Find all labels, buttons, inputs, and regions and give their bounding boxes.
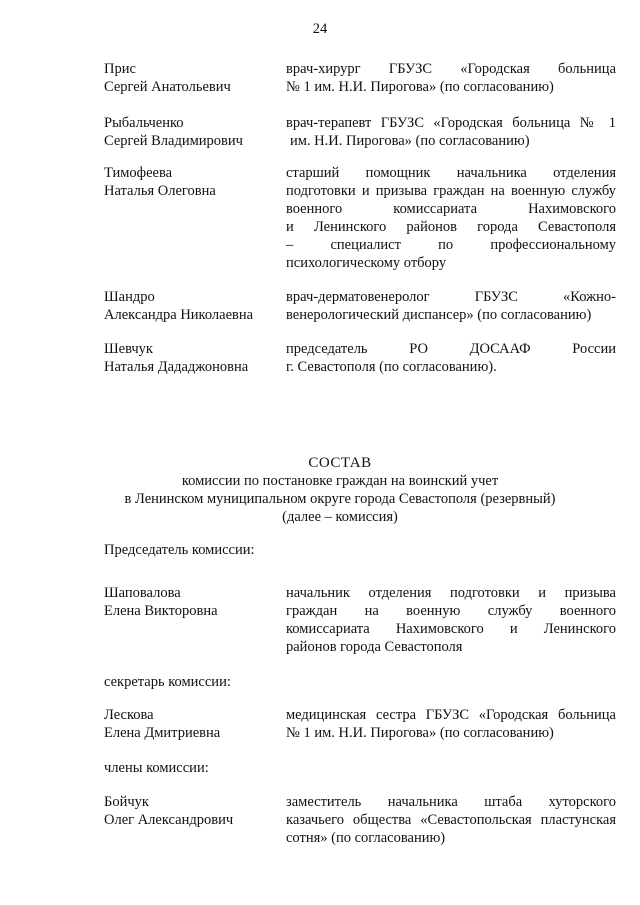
member-name xyxy=(104,793,274,829)
member-position xyxy=(286,60,616,96)
member-given-names: Александра Николаевна xyxy=(104,307,254,323)
member-position-line: врач-дерматовенеролог ГБУЗС «Кожно- xyxy=(286,289,616,305)
secretary-given-names: Елена Дмитриевна xyxy=(104,725,221,741)
title-line: комиссии по постановке граждан на воинский учет xyxy=(181,473,499,489)
member-position-line: – специалист по профессиональному xyxy=(286,237,616,253)
member-position-line: врач-терапевт ГБУЗС «Городская больница № 1 xyxy=(286,115,616,131)
member-name xyxy=(104,114,274,150)
member-given-names: Сергей Владимирович xyxy=(104,133,243,149)
member-given-names: Наталья Олеговна xyxy=(104,183,216,199)
secretary-position-line: № 1 им. Н.И. Пирогова» (по согласованию) xyxy=(286,725,554,741)
member-position-line: старший помощник начальника отделения xyxy=(286,165,616,181)
member-position xyxy=(286,288,616,324)
secretary-position-line: медицинская сестра ГБУЗС «Городская больница xyxy=(286,707,616,723)
chairman-position-line: комиссариата Нахимовского и Ленинского xyxy=(286,621,616,637)
member-position-line: венерологический диспансер» (по согласованию) xyxy=(286,307,592,323)
secretary-position xyxy=(286,706,616,742)
chairman-position-line: граждан на военную службу военного xyxy=(286,603,616,619)
composition-title xyxy=(60,454,620,526)
title-line: (далее – комиссия) xyxy=(282,509,398,525)
member-position-line: г. Севастополя (по согласованию). xyxy=(286,359,497,375)
member-position-line: психологическому отбору xyxy=(286,255,447,271)
members-label: члены комиссии: xyxy=(104,760,209,776)
chairman-name xyxy=(104,584,274,620)
member-position xyxy=(286,164,616,272)
member-position-line: врач-хирург ГБУЗС «Городская больница xyxy=(286,61,616,77)
page-number: 24 xyxy=(312,21,328,37)
title-heading: СОСТАВ xyxy=(308,455,372,471)
member-surname: Тимофеева xyxy=(104,165,173,181)
title-line: в Ленинском муниципальном округе города Севастополя (резервный) xyxy=(124,491,556,507)
member-position xyxy=(286,114,616,150)
chairman-position xyxy=(286,584,616,656)
member-surname: Шандро xyxy=(104,289,155,305)
chairman-surname: Шаповалова xyxy=(104,585,181,601)
member-surname: Рыбальченко xyxy=(104,115,184,131)
member-name xyxy=(104,60,274,96)
member-given-names: Олег Александрович xyxy=(104,812,234,828)
member-position-line: казачьего общества «Севастопольская пластунская xyxy=(286,812,616,828)
member-position-line: им. Н.И. Пирогова» (по согласованию) xyxy=(290,133,530,149)
member-surname: Бойчук xyxy=(104,794,149,810)
member-position xyxy=(286,793,616,847)
member-position-line: председатель РО ДОСААФ России xyxy=(286,341,616,357)
member-position-line: и Ленинского районов города Севастополя xyxy=(286,219,616,235)
member-position-line: заместитель начальника штаба хуторского xyxy=(286,794,616,810)
member-name xyxy=(104,288,274,324)
member-position xyxy=(286,340,616,376)
member-given-names: Наталья Дададжоновна xyxy=(104,359,249,375)
member-position-line: подготовки и призыва граждан на военную службу xyxy=(286,183,616,199)
member-position-line: № 1 им. Н.И. Пирогова» (по согласованию) xyxy=(286,79,554,95)
member-position-line: военного комиссариата Нахимовского xyxy=(286,201,616,217)
chairman-label: Председатель комиссии: xyxy=(104,542,255,558)
chairman-position-line: начальник отделения подготовки и призыва xyxy=(286,585,616,601)
secretary-surname: Лескова xyxy=(104,707,154,723)
member-given-names: Сергей Анатольевич xyxy=(104,79,231,95)
member-position-line: сотня» (по согласованию) xyxy=(286,830,446,846)
chairman-position-line: районов города Севастополя xyxy=(286,639,463,655)
member-name xyxy=(104,164,274,200)
secretary-name xyxy=(104,706,274,742)
member-name xyxy=(104,340,274,376)
member-surname: Прис xyxy=(104,61,136,77)
secretary-label: секретарь комиссии: xyxy=(104,674,231,690)
chairman-given-names: Елена Викторовна xyxy=(104,603,218,619)
member-surname: Шевчук xyxy=(104,341,153,357)
